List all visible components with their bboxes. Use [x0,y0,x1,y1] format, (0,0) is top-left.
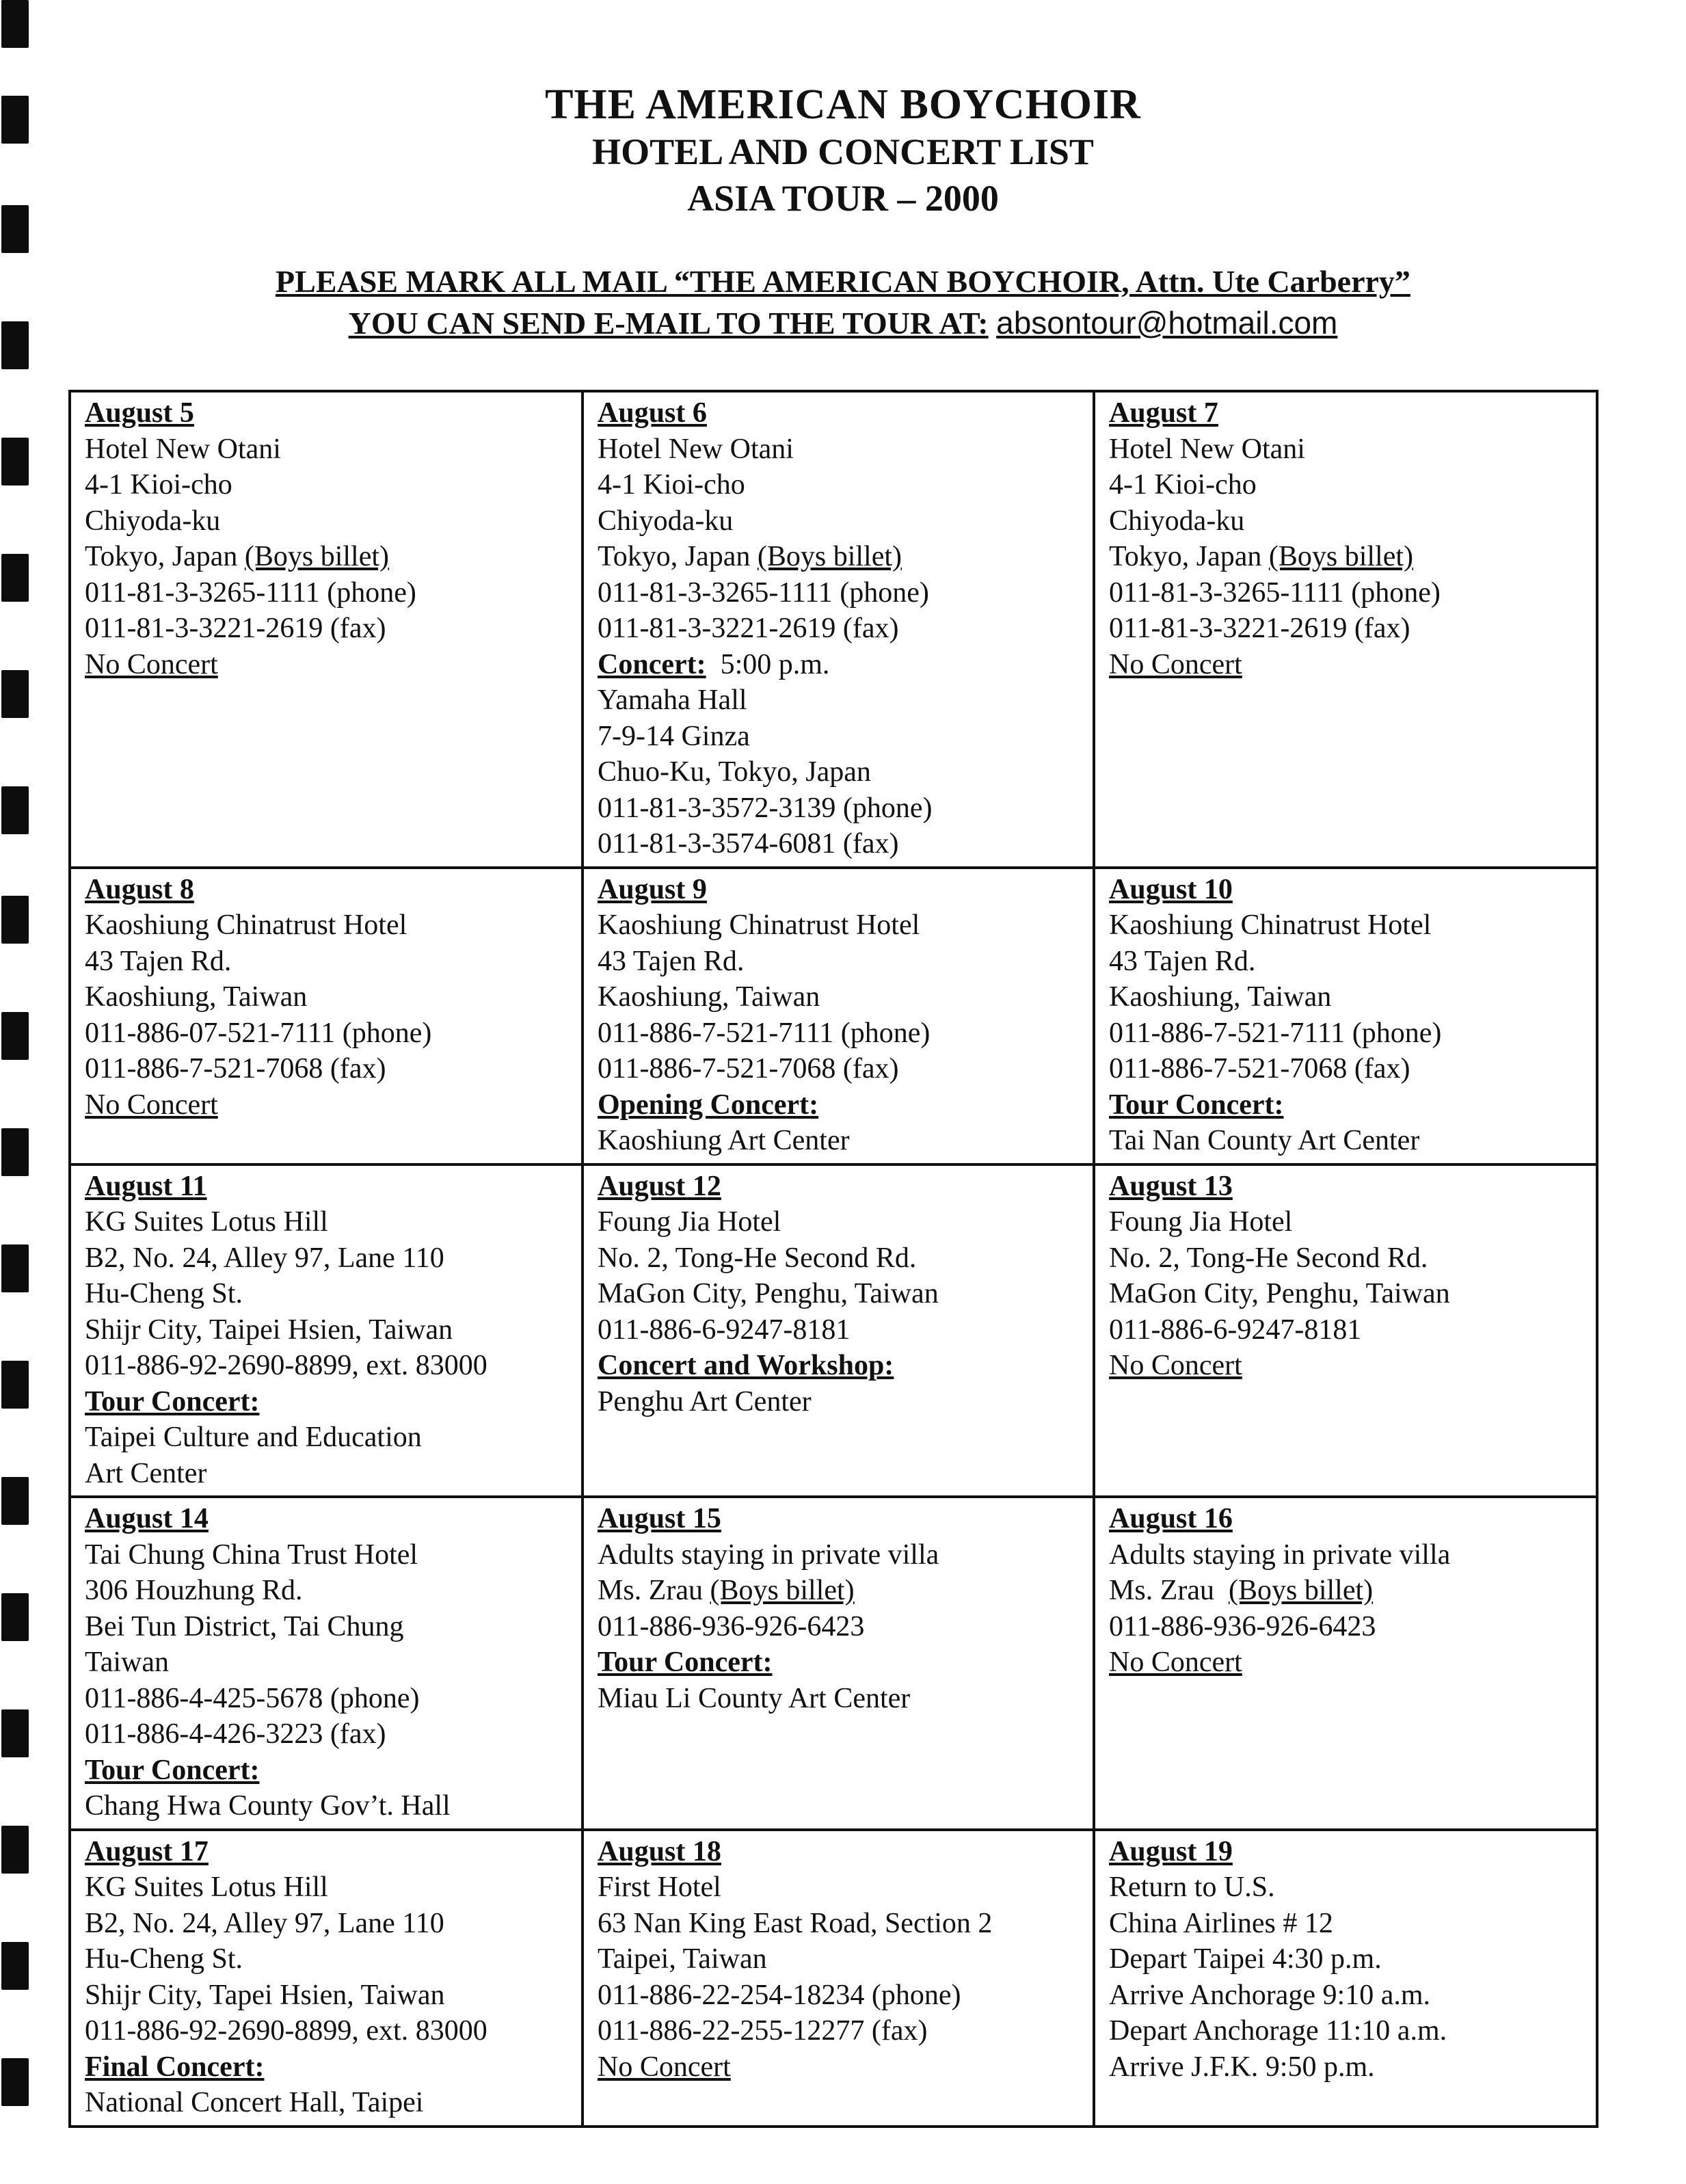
address-line: 4-1 Kioi-cho [85,469,232,501]
phone-number: 011-81-3-3572-3139 (phone) [598,792,933,824]
hotel-name: KG Suites Lotus Hill [85,1872,328,1903]
fax-number: 011-886-7-521-7068 (fax) [598,1053,899,1084]
hotel-name: Hotel New Otani [598,433,794,465]
document-header [0,81,1686,222]
phone-number: 011-886-07-521-7111 (phone) [85,1017,432,1049]
address-line: 4-1 Kioi-cho [1109,469,1257,501]
concert-time: 5:00 p.m. [706,648,830,680]
address-line: Hu-Cheng St. [85,1278,243,1309]
address-line: No. 2, Tong-He Second Rd. [1109,1242,1428,1274]
flight-number: China Airlines # 12 [1109,1907,1333,1939]
hotel-name: KG Suites Lotus Hill [85,1206,328,1238]
phone-number: 011-81-3-3265-1111 (phone) [1109,576,1441,609]
date-heading: August 11 [85,1170,207,1202]
address-line: Chuo-Ku, Tokyo, Japan [598,756,871,788]
address-line: Taipei, Taiwan [598,1943,767,1975]
city: Tokyo, Japan [85,541,245,572]
billet-note: (Boys billet) [1268,541,1414,572]
binding-mark [1,438,29,485]
address-line: 43 Tajen Rd. [1109,945,1256,977]
address-line: 43 Tajen Rd. [85,945,232,977]
date-heading: August 12 [598,1170,721,1202]
billet-note: (Boys billet) [244,541,390,572]
binding-mark [1,1826,29,1874]
address-line: Shijr City, Tapei Hsien, Taiwan [85,1979,445,2011]
no-concert-note: No Concert [85,648,218,680]
binding-mark [1,1361,29,1409]
concert-label: Tour Concert: [85,1385,260,1417]
city-line [1109,539,1586,575]
day-cell-aug15 [583,1497,1094,1830]
no-concert-note: No Concert [1109,1647,1242,1678]
billet-note: (Boys billet) [1228,1575,1374,1606]
address-line: Chiyoda-ku [598,505,734,537]
address-line: Chiyoda-ku [85,505,221,537]
day-cell-aug7 [1094,391,1597,868]
hotel-name: Kaoshiung Chinatrust Hotel [1109,909,1432,941]
concert-label: Tour Concert: [598,1647,773,1678]
binding-mark [1,1942,29,1990]
document-title: THE AMERICAN BOYCHOIR [545,81,1141,128]
no-concert-note: No Concert [1109,648,1242,680]
phone-number: 011-886-936-926-6423 [598,1610,865,1642]
address-line: MaGon City, Penghu, Taiwan [598,1278,939,1309]
address-line: MaGon City, Penghu, Taiwan [1109,1278,1450,1309]
venue-name: Chang Hwa County Gov’t. Hall [85,1790,451,1822]
phone-number: 011-886-6-9247-8181 [598,1314,851,1346]
date-heading: August 17 [85,1835,209,1867]
address-line: 63 Nan King East Road, Section 2 [598,1907,993,1939]
day-cell-aug12 [583,1164,1094,1497]
venue-name: Art Center [85,1457,207,1489]
hotel-name: Kaoshiung Chinatrust Hotel [598,909,920,941]
day-cell-aug6 [583,391,1094,868]
no-concert-note: No Concert [85,1089,218,1121]
binding-mark [1,1244,29,1292]
date-heading: August 16 [1109,1503,1233,1534]
venue-name: Miau Li County Art Center [598,1682,911,1714]
hotel-name: Tai Chung China Trust Hotel [85,1539,418,1571]
fax-number: 011-886-7-521-7068 (fax) [1109,1053,1410,1084]
phone-number: 011-886-7-521-7111 (phone) [1109,1017,1442,1049]
host-line [1109,1573,1586,1609]
binding-mark [1,670,29,718]
day-cell-aug17 [70,1830,583,2127]
concert-label: Opening Concert: [598,1089,819,1121]
fax-number: 011-81-3-3221-2619 (fax) [598,613,899,644]
fax-number: 011-886-7-521-7068 (fax) [85,1053,386,1084]
address-line: 4-1 Kioi-cho [598,469,745,501]
phone-number: 011-886-92-2690-8899, ext. 83000 [85,2015,487,2047]
concert-label: Tour Concert: [1109,1089,1284,1121]
arrival-time: Arrive Anchorage 9:10 a.m. [1109,1979,1431,2011]
table-row [70,1164,1597,1497]
no-concert-note: No Concert [1109,1350,1242,1381]
date-heading: August 19 [1109,1835,1233,1867]
phone-number: 011-886-7-521-7111 (phone) [598,1017,931,1049]
venue-name: Tai Nan County Art Center [1109,1125,1420,1156]
table-row [70,868,1597,1164]
binding-mark [1,554,29,602]
day-cell-aug18 [583,1830,1094,2127]
day-cell-aug19 [1094,1830,1597,2127]
date-heading: August 8 [85,873,194,905]
lodging-note: Adults staying in private villa [1109,1539,1451,1571]
email-prefix: YOU CAN SEND E-MAIL TO THE TOUR AT: [348,306,989,341]
concert-label: Concert and Workshop: [598,1350,894,1381]
mail-instruction: PLEASE MARK ALL MAIL “THE AMERICAN BOYCHOIR, Attn. Ute Carberry” [276,264,1410,299]
hotel-name: Hotel New Otani [1109,433,1305,465]
address-line: Hu-Cheng St. [85,1943,243,1975]
address-line: 306 Houzhung Rd. [85,1575,303,1606]
departure-time: Depart Anchorage 11:10 a.m. [1109,2015,1447,2047]
hotel-name: Hotel New Otani [85,433,281,465]
table-row [70,1497,1597,1830]
address-line: Shijr City, Taipei Hsien, Taiwan [85,1314,453,1346]
fax-number: 011-886-22-255-12277 (fax) [598,2015,928,2047]
day-cell-aug8 [70,868,583,1164]
fax-number: 011-81-3-3221-2619 (fax) [85,613,386,644]
binding-mark [1,1012,29,1060]
phone-number: 011-886-92-2690-8899, ext. 83000 [85,1350,487,1381]
day-cell-aug9 [583,868,1094,1164]
day-cell-aug11 [70,1164,583,1497]
date-heading: August 10 [1109,873,1233,905]
travel-note: Return to U.S. [1109,1872,1275,1903]
day-cell-aug10 [1094,868,1597,1164]
venue-name: Penghu Art Center [598,1385,812,1417]
address-line: Kaoshiung, Taiwan [598,981,820,1013]
no-concert-note: No Concert [598,2051,731,2083]
email-link[interactable]: absontour@hotmail.com [996,305,1338,341]
phone-number: 011-886-4-425-5678 (phone) [85,1682,420,1714]
phone-number: 011-886-6-9247-8181 [1109,1314,1362,1346]
binding-mark [1,1593,29,1641]
address-line: Kaoshiung, Taiwan [85,981,308,1013]
document-subtitle: HOTEL AND CONCERT LIST [592,131,1094,172]
phone-number: 011-886-22-254-18234 (phone) [598,1979,961,2011]
date-heading: August 14 [85,1503,209,1534]
address-line: No. 2, Tong-He Second Rd. [598,1242,917,1274]
city: Tokyo, Japan [1109,541,1269,572]
day-cell-aug16 [1094,1497,1597,1830]
venue-name: National Concert Hall, Taipei [85,2087,424,2118]
date-heading: August 5 [85,397,194,429]
binding-mark [1,1477,29,1525]
departure-time: Depart Taipei 4:30 p.m. [1109,1943,1382,1975]
schedule-table [68,390,1598,2128]
date-heading: August 7 [1109,397,1218,429]
date-heading: August 15 [598,1503,721,1534]
day-cell-aug14 [70,1497,583,1830]
concert-label: Concert: [598,648,706,680]
date-heading: August 9 [598,873,707,905]
binding-mark [1,0,29,48]
tour-name: ASIA TOUR – 2000 [687,178,999,219]
host-name: Ms. Zrau [598,1575,710,1606]
venue-name: Yamaha Hall [598,684,747,716]
address-line: B2, No. 24, Alley 97, Lane 110 [85,1242,444,1274]
day-cell-aug13 [1094,1164,1597,1497]
concert-label: Tour Concert: [85,1754,260,1786]
address-line: Chiyoda-ku [1109,505,1245,537]
date-heading: August 6 [598,397,707,429]
date-heading: August 13 [1109,1170,1233,1202]
city: Tokyo, Japan [598,541,758,572]
hotel-name: Foung Jia Hotel [1109,1206,1293,1238]
binding-mark [1,2058,29,2106]
phone-number: 011-81-3-3265-1111 (phone) [598,576,929,609]
venue-name: Taipei Culture and Education [85,1422,422,1453]
concert-line [598,647,1083,683]
city-line [85,539,572,575]
binding-mark [1,1709,29,1757]
address-line: Kaoshiung, Taiwan [1109,981,1332,1013]
fax-number: 011-81-3-3574-6081 (fax) [598,828,899,860]
table-row [70,1830,1597,2127]
binding-mark [1,896,29,944]
host-line [598,1573,1083,1609]
billet-note: (Boys billet) [710,1575,855,1606]
hotel-name: First Hotel [598,1872,721,1903]
mail-notice [0,261,1686,344]
fax-number: 011-886-4-426-3223 (fax) [85,1718,386,1750]
binding-mark [1,786,29,834]
address-line: 43 Tajen Rd. [598,945,745,977]
day-cell-aug5 [70,391,583,868]
binding-mark [1,1128,29,1176]
venue-name: Kaoshiung Art Center [598,1125,850,1156]
address-line: B2, No. 24, Alley 97, Lane 110 [85,1907,444,1939]
city-line [598,539,1083,575]
phone-number: 011-886-936-926-6423 [1109,1610,1376,1642]
hotel-name: Foung Jia Hotel [598,1206,781,1238]
host-name: Ms. Zrau [1109,1575,1229,1606]
concert-label: Final Concert: [85,2051,265,2083]
address-line: Bei Tun District, Tai Chung [85,1610,404,1642]
fax-number: 011-81-3-3221-2619 (fax) [1109,613,1410,644]
address-line: 7-9-14 Ginza [598,720,750,752]
phone-number: 011-81-3-3265-1111 (phone) [85,576,416,609]
table-row [70,391,1597,868]
hotel-name: Kaoshiung Chinatrust Hotel [85,909,407,941]
arrival-time: Arrive J.F.K. 9:50 p.m. [1109,2051,1375,2083]
billet-note: (Boys billet) [757,541,902,572]
date-heading: August 18 [598,1835,721,1867]
lodging-note: Adults staying in private villa [598,1539,939,1571]
address-line: Taiwan [85,1647,170,1678]
